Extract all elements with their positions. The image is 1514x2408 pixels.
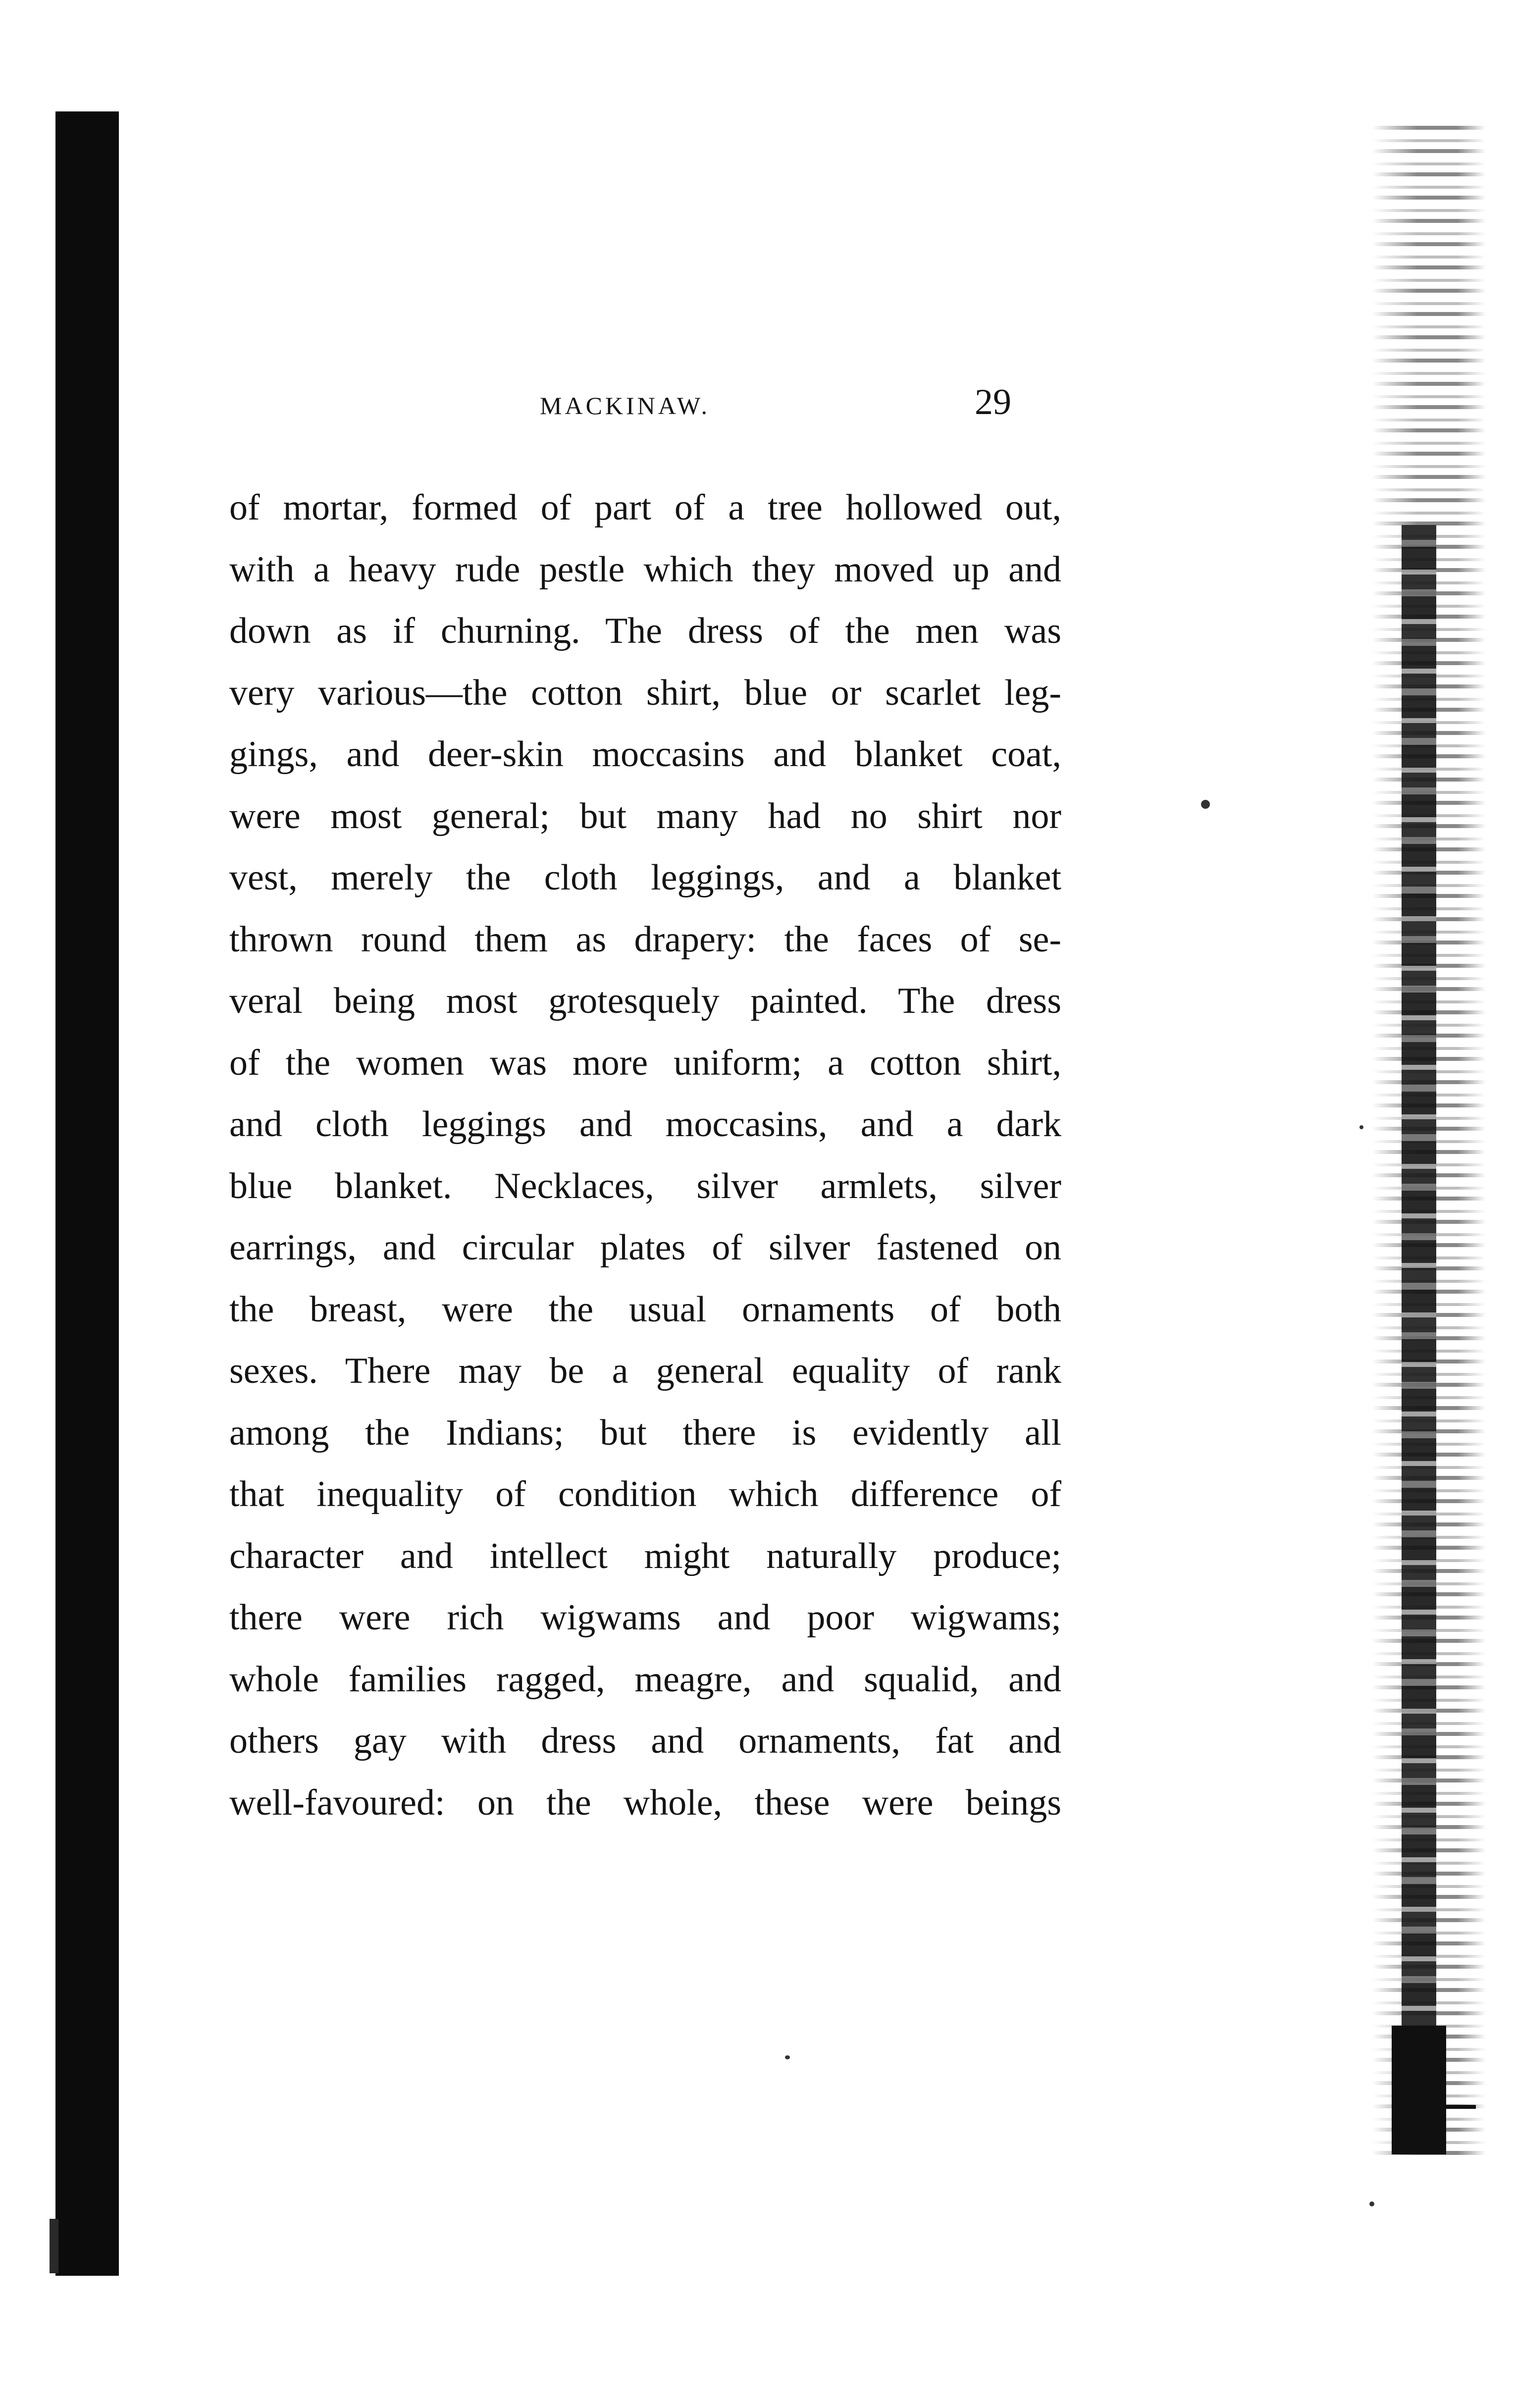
text-line: down as if churning. The dress of the men was: [229, 611, 1061, 651]
text-line: of the women was more uniform; a cotton shirt,: [229, 1042, 1061, 1083]
binding-shadow: [55, 111, 119, 2276]
page-edge-bleed-strip: [1402, 525, 1436, 2110]
text-line: among the Indians; but there is evidently all: [229, 1412, 1061, 1453]
text-line: there were rich wigwams and poor wigwams;: [229, 1597, 1061, 1638]
text-line: earrings, and circular plates of silver fastened on: [229, 1227, 1061, 1268]
binding-fleck: [50, 2219, 58, 2273]
page-number: 29: [975, 382, 1011, 422]
text-line: whole families ragged, meagre, and squalid, and: [229, 1659, 1061, 1700]
ink-speck: [1369, 2201, 1374, 2206]
text-line: thrown round them as drapery: the faces of se-: [229, 919, 1061, 960]
text-line: the breast, were the usual ornaments of both: [229, 1289, 1061, 1330]
text-line: veral being most grotesquely painted. The dress: [229, 981, 1061, 1021]
running-head: MACKINAW.: [540, 392, 710, 419]
text-line: well-favoured: on the whole, these were beings: [229, 1782, 1061, 1823]
text-line: gings, and deer-skin moccasins and blanket coat,: [229, 734, 1061, 775]
text-line: others gay with dress and ornaments, fat and: [229, 1721, 1061, 1761]
text-line: very various—the cotton shirt, blue or scarlet leg-: [229, 672, 1061, 713]
text-line: character and intellect might naturally produce;: [229, 1535, 1061, 1576]
text-line: with a heavy rude pestle which they moved up and: [229, 549, 1061, 590]
ink-speck: [1359, 1125, 1363, 1129]
page-edge-rule: [1436, 2105, 1476, 2109]
ink-speck: [785, 2055, 790, 2059]
text-line: vest, merely the cloth leggings, and a blanket: [229, 857, 1061, 898]
page-edge-dark-block: [1392, 2026, 1446, 2154]
text-line: sexes. There may be a general equality of rank: [229, 1351, 1061, 1391]
text-line: blue blanket. Necklaces, silver armlets, silver: [229, 1165, 1061, 1206]
text-line: were most general; but many had no shirt nor: [229, 795, 1061, 837]
text-line: of mortar, formed of part of a tree hollowed out,: [229, 487, 1061, 528]
body-text: [229, 477, 1061, 1833]
text-line: and cloth leggings and moccasins, and a dark: [229, 1104, 1061, 1145]
ink-speck: [1201, 800, 1210, 809]
text-line: that inequality of condition which difference of: [229, 1474, 1061, 1515]
